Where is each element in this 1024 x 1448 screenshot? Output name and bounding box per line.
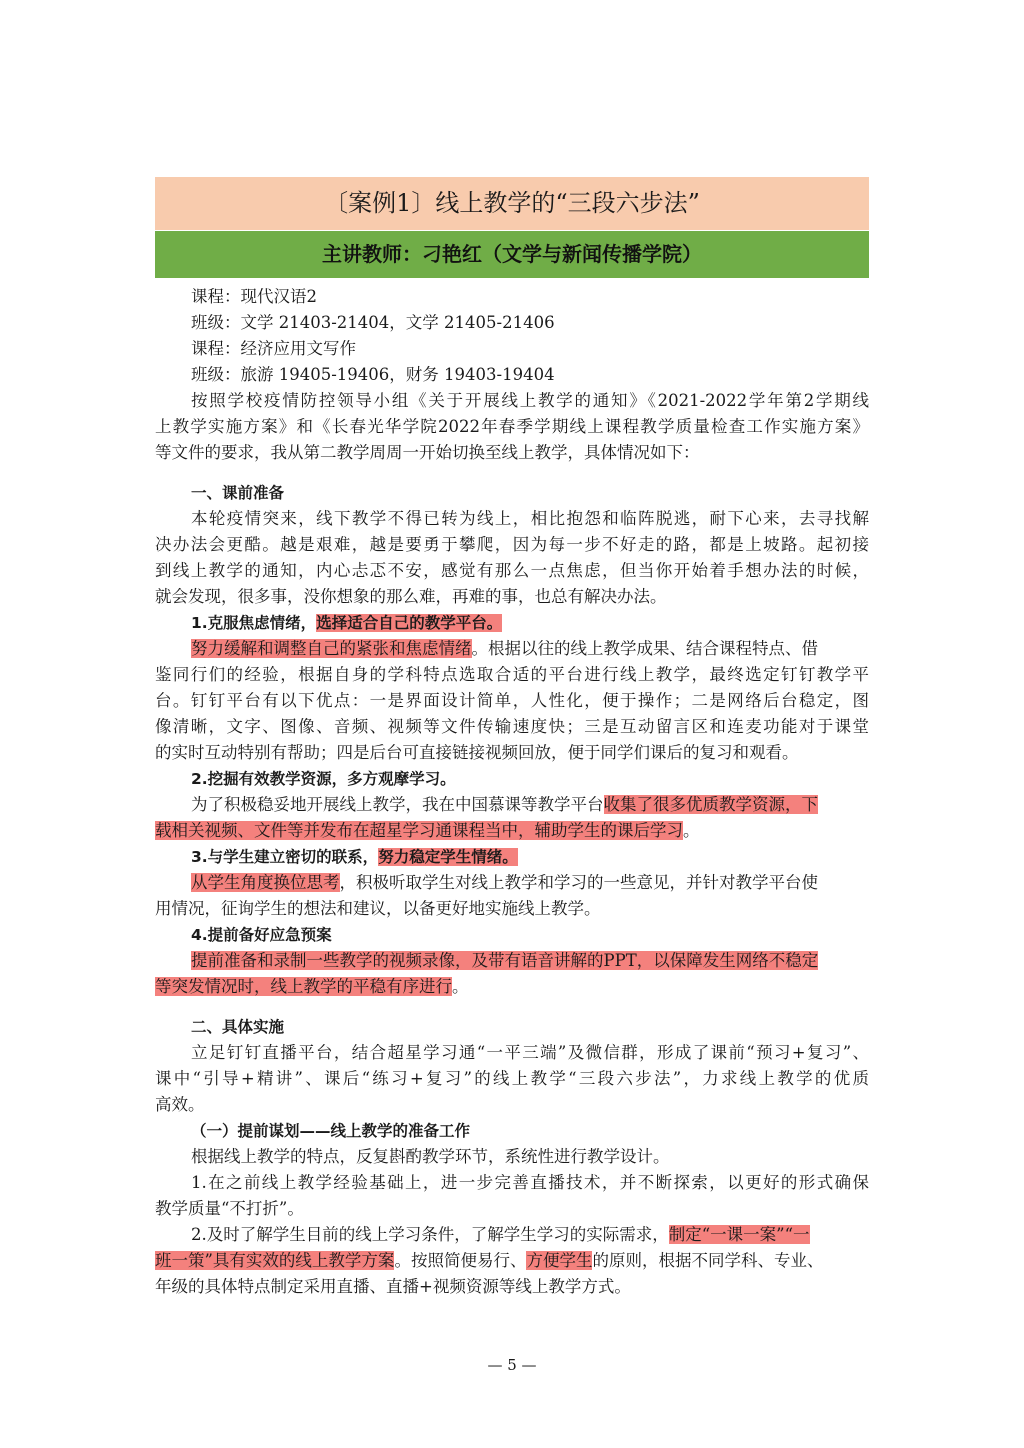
- paragraph-line: [155, 792, 869, 818]
- paragraph-text: 为了积极稳妥地开展线上教学，我在中国慕课等教学平台: [191, 795, 604, 814]
- highlighted-text: 等突发情况时，线上教学的平稳有序进行: [155, 977, 452, 996]
- item-heading-4: 4.提前备好应急预案: [191, 926, 332, 944]
- paragraph-line: 像清晰，文字、图像、音频、视频等文件传输速度快；三是互动留言区和连麦功能对于课堂: [155, 717, 869, 736]
- page-number: — 5 —: [487, 1356, 537, 1374]
- section-heading-2: 二、具体实施: [191, 1018, 285, 1036]
- item-heading-2: 2.挖掘有效教学资源，多方观摩学习。: [191, 770, 456, 788]
- item-heading-3: [155, 844, 869, 870]
- highlighted-text: 载相关视频、文件等并发布在超星学习通课程当中，辅助学生的课后学习: [155, 821, 683, 840]
- highlighted-text: 努力缓解和调整自己的紧张和焦虑情绪: [191, 639, 472, 658]
- teacher-banner: 主讲教师：刁艳红（文学与新闻传播学院）: [155, 231, 869, 278]
- subsection-heading: （一）提前谋划——线上教学的准备工作: [191, 1122, 471, 1140]
- paragraph-text: 。: [452, 977, 469, 996]
- paragraph-line: 课中“引导+精讲”、课后“练习+复习”的线上教学“三段六步法”，力求线上教学的优质: [155, 1069, 869, 1088]
- paragraph-line: 鉴同行们的经验，根据自身的学科特点选取合适的平台进行线上教学，最终选定钉钉教学平: [155, 665, 869, 684]
- paragraph-text: ，积极听取学生对线上教学和学习的一些意见，并针对教学平台使: [339, 873, 818, 892]
- paragraph-line: 教学质量“不打折”。: [155, 1199, 304, 1218]
- item-heading-text: 3.与学生建立密切的联系，: [191, 848, 379, 866]
- paragraph-line: 决办法会更酷。越是艰难，越是要勇于攀爬，因为每一步不好走的路，都是上坡路。起初接: [155, 535, 869, 554]
- highlighted-text: 提前准备和录制一些教学的视频录像，及带有语音讲解的PPT，以保障发生网络不稳定: [191, 951, 819, 970]
- intro-line: 等文件的要求，我从第二教学周周一开始切换至线上教学，具体情况如下：: [155, 443, 700, 462]
- intro-line: 按照学校疫情防控领导小组《关于开展线上教学的通知》《2021-2022学年第2学期线: [191, 391, 869, 410]
- document-body: [155, 284, 869, 1300]
- paragraph-line: [155, 636, 869, 662]
- course-line-2: 课程：经济应用文写作: [191, 339, 356, 358]
- class-line-2: 班级：旅游 19405-19406，财务 19403-19404: [191, 365, 555, 384]
- section-heading-1: 一、课前准备: [191, 484, 285, 502]
- class-line-1: 班级：文学 21403-21404，文学 21405-21406: [191, 313, 555, 332]
- case-title: 〔案例1〕线上教学的“三段六步法”: [155, 177, 869, 230]
- course-line-1: 课程：现代汉语2: [191, 287, 317, 306]
- highlighted-text: 班一策”具有实效的线上教学方案: [155, 1251, 395, 1270]
- paragraph-text: 。: [683, 821, 700, 840]
- highlighted-text: 方便学生: [526, 1251, 593, 1270]
- highlighted-text: 努力稳定学生情绪。: [378, 848, 518, 866]
- paragraph-line: 根据线上教学的特点，反复斟酌教学环节，系统性进行教学设计。: [191, 1147, 670, 1166]
- highlighted-text: 选择适合自己的教学平台。: [316, 614, 503, 632]
- highlighted-text: 从学生角度换位思考: [191, 873, 340, 892]
- item-heading-text: 1.克服焦虑情绪，: [191, 614, 317, 632]
- paragraph-line: 本轮疫情突来，线下教学不得已转为线上，相比抱怨和临阵脱逃，耐下心来，去寻找解: [191, 509, 869, 528]
- paragraph-line: 1.在之前线上教学经验基础上，进一步完善直播技术，并不断探索，以更好的形式确保: [191, 1173, 869, 1192]
- paragraph-line: [155, 818, 869, 844]
- paragraph-line: [155, 974, 869, 1000]
- paragraph-line: 年级的具体特点制定采用直播、直播+视频资源等线上教学方式。: [155, 1277, 631, 1296]
- intro-line: 上教学实施方案》和《长春光华学院2022年春季学期线上课程教学质量检查工作实施方案》: [155, 417, 869, 436]
- paragraph-text: 的原则，根据不同学科、专业、: [592, 1251, 824, 1270]
- paragraph-line: 用情况，征询学生的想法和建议，以备更好地实施线上教学。: [155, 899, 601, 918]
- paragraph-text: 。根据以往的线上教学成果、结合课程特点、借: [471, 639, 818, 658]
- paragraph-line: 立足钉钉直播平台，结合超星学习通“一平三端”及微信群，形成了课前“预习+复习”、: [191, 1043, 869, 1062]
- paragraph-line: [155, 1248, 869, 1274]
- paragraph-text: 。按照简便易行、: [394, 1251, 527, 1270]
- paragraph-line: 高效。: [155, 1095, 205, 1114]
- paragraph-line: [155, 870, 869, 896]
- paragraph-line: [155, 948, 869, 974]
- paragraph-line: [155, 1222, 869, 1248]
- item-heading-1: [155, 610, 869, 636]
- highlighted-text: 制定“一课一案”“一: [668, 1225, 810, 1244]
- highlighted-text: 收集了很多优质教学资源，下: [603, 795, 818, 814]
- paragraph-line: 到线上教学的通知，内心忐忑不安，感觉有那么一点焦虑，但当你开始着手想办法的时候，: [155, 561, 869, 580]
- paragraph-text: 2.及时了解学生目前的线上学习条件，了解学生学习的实际需求，: [191, 1225, 669, 1244]
- paragraph-line: 台。钉钉平台有以下优点：一是界面设计简单，人性化，便于操作；二是网络后台稳定，图: [155, 691, 869, 710]
- paragraph-line: 的实时互动特别有帮助；四是后台可直接链接视频回放，便于同学们课后的复习和观看。: [155, 743, 799, 762]
- paragraph-line: 就会发现，很多事，没你想象的那么难，再难的事，也总有解决办法。: [155, 587, 667, 606]
